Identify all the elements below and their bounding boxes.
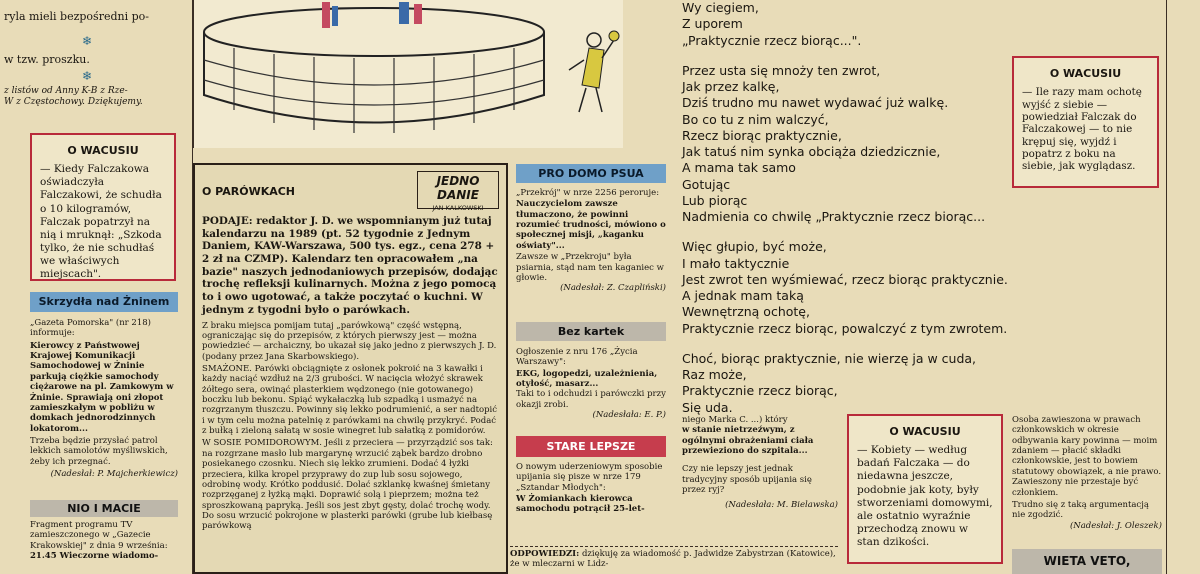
section-heading-pro-domo: PRO DOMO PSUA <box>516 164 666 183</box>
article-stare-lepsze: O nowym uderzeniowym sposobie upijania się pisze w nrze 179 „Sztandar Młodych": W Żomiankach kierowca samochodu potrącił 25-let- <box>516 462 663 515</box>
article-nio: Fragment programu TV zamieszczonego w „Gazecie Krakowskiej" z dnia 9 września: 21.45 Wieczorne wiadomo- <box>30 520 168 562</box>
poem-line: Jak tatuś nim synka obciąża dziedzicznie, <box>682 144 941 159</box>
poem-line: Rzecz biorąc praktycznie, <box>682 127 842 143</box>
left-fragment-1: ryla mieli bezpośredni po- <box>4 10 149 23</box>
poem-line: Choć, biorąc praktycznie, nie wierzę ja w cuda, <box>682 350 977 366</box>
left-fragment-2: w tzw. proszku. <box>4 53 90 66</box>
separator-star-icon: ❄ <box>82 69 93 83</box>
poem-line: Więc głupio, być może, <box>682 239 827 255</box>
article-osoba: Osoba zawieszona w prawach członkowskich w okresie odbywania kary powinna — moim zdaniem — płacić składki członkowskie, jest to bowiem statutowy obowiązek, a nie prawo. Zawieszony nie przestaje być członkiem. Trudno się z taką argumentacją nie zgodzić. (Nadesłał: J. Oleszek) <box>1012 415 1162 531</box>
parowki-heading: O PARÓWKACH <box>202 185 296 198</box>
poem-stanza-1 <box>682 63 1012 226</box>
poem-line: Wewnętrzną ochotę, <box>682 304 810 320</box>
poem-line: Lub piorąc <box>682 192 748 208</box>
odpowiedzi-strip: ODPOWIEDZI: dziękuję za wiadomość p. Jadwidze Zabystrzan (Katowice), że w mleczarni w Lidz- <box>510 546 838 570</box>
poem-line: Przez usta się mnoży ten zwrot, <box>682 62 881 78</box>
poem-line: I mało taktycznie <box>682 255 790 271</box>
parowki-p3: W SOSIE POMIDOROWYM. Jeśli z przeciera — przyrządzić sos tak: na rozgrzane masło lub margarynę wrzucić ząbek bardzo drobno posiekanego czosnku. Niech się lekko zrumieni. Dodać 4 łyżki przeciera, kilka kropel przyprawy do zup lub sosu sojowego, odrobinę wody. Krótko poddusić. Dolać szklankę kwaśnej śmietany rozprzęganej z łyżką mąki. Doprawić solą i pieprzem; można też sproszkowaną papryką. Jeśli sos jest zbyt gęsty, dolać trochę wody. Do sosu wrzucić pokrojone w plasterki parówki (grube lub kiełbasę parówkową <box>202 438 493 532</box>
parowki-p2: SMAŻONE. Parówki obciągnięte z osłonek pokroić na 3 kawałki i każdy naciąć wzdłuż na 2/3 grubości. W nacięcia włożyć skrawek żółtego sera, owinąć plasterkiem wędzonego (nie gotowanego) boczku lub bekonu. Spiąć wykałaczką lub szpadką i usmażyć na rozgrzanym tłuszczu. Powinny się lekko podrumienić, a ser nadtopić i w tym celu można patelnię z parówkami na chwilę przykryć. Podać z bułką i zieloną sałatą w sosie winegret lub sałatką z pomidorów. <box>202 363 498 437</box>
poem-line: Praktycznie rzecz biorąc, powalczyć z tym zwrotem. <box>682 320 1008 336</box>
poem-line: Wy ciegiem, <box>682 0 759 15</box>
separator-star-icon: ❄ <box>82 34 93 48</box>
poem-line: Się uda. <box>682 399 733 415</box>
poem-line: Praktycznie rzecz biorąc, <box>682 383 838 399</box>
poem-line: „Praktycznie rzecz biorąc...". <box>682 32 862 48</box>
poem-line: Dziś trudno mu nawet wydawać już walkę. <box>682 95 949 111</box>
section-heading-nio: NIO I MACIE <box>30 500 178 517</box>
section-heading-skrzydla: Skrzydła nad Żninem <box>30 292 178 312</box>
left-fragment-3: z listów od Anny K-B z Rze- W z Częstochowy. Dziękujemy. <box>4 86 143 108</box>
article-skrzydla: „Gazeta Pomorska" (nr 218) informuje: Kierowcy z Państwowej Krajowej Komunikacji Samochodowej w Żninie parkują ciężkie samochody ciężarowe na pl. Zamkowym w Żninie. Sprawiają oni złopot zamieszkałym w pobliżu w domkach jednorodzinnych lokatorom... Trzeba będzie przysłać patrol lekkich samolotów myśliwskich, żeby ich przegnać. (Nadesłał: P. Majcherkiewicz) <box>30 318 178 480</box>
box-text: — Kiedy Falczakowa oświadczyła Falczakowi, że schudła o 10 kilogramów, Falczak popatrzył na nią i mruknął: „Szkoda tylko, że nie schudłaś we właściwych miejscach". <box>40 163 162 281</box>
poem-intro <box>682 0 1012 49</box>
parowki-article <box>193 163 508 574</box>
wacus-box-right: O WACUSIU — Ile razy mam ochotę wyjść z siebie — powiedział Falczak do Falczakowej — to nie krępuj się, wyjdź i popatrz z boku na siebie, jak wyglądasz. <box>1012 56 1159 188</box>
poem-line: Jak przez kalkę, <box>682 79 780 94</box>
poem-stanza-3 <box>682 351 1012 416</box>
section-heading-bez-kartek: Bez kartek <box>516 322 666 341</box>
poem-line: Nadmienia co chwilę „Praktycznie rzecz biorąc... <box>682 209 986 224</box>
poem-stanza-2 <box>682 239 1012 337</box>
box-heading: O WACUSIU <box>67 144 139 157</box>
article-pro-domo: „Przekrój" w nrze 2256 peroruje: Nauczycielom zawsze tłumaczono, że powinni rozumieć trudności, mówiono o społecznej misji, „kaganku oświaty"... Zawsze w „Przekroju" była psiarnia, stąd nam ten kaganiec w głowie. (Nadesłał: Z. Czapliński) <box>516 188 666 294</box>
cartoon-illustration <box>193 0 623 148</box>
poem-line: Gotując <box>682 176 731 192</box>
poem-line: A jednak mam taką <box>682 288 804 303</box>
section-heading-stare-lepsze: STARE LEPSZE <box>516 436 666 457</box>
article-marka: niego Marka C. ...) który w stanie nietrzeźwym, z ogólnymi obrażeniami ciała przewieziono do szpitala... Czy nie lepszy jest jednak tradycyjny sposób upijania się przez ryj? (Nadesłała: M. Bielawska) <box>682 415 838 510</box>
poem-line: A mama tak samo <box>682 160 796 176</box>
jedno-danie-logo: JEDNO DANIE JAN KALKOWSKI <box>417 171 499 209</box>
wacus-box-left <box>30 133 176 281</box>
wacus-box-center: O WACUSIU — Kobiety — według badań Falczaka — do niedawna jeszcze, podobnie jak koty, były stworzeniami domowymi, ale ostatnio wyraźnie przechodzą znowu w stan dzikości. <box>847 414 1003 564</box>
section-heading-veto: WIETA VETO, <box>1012 549 1162 574</box>
poem-line: Jest zwrot ten wyśmiewać, rzecz biorąc praktycznie. <box>682 271 1008 287</box>
poem-line: Bo co tu z nim walczyć, <box>682 111 829 127</box>
poem-line: Z uporem <box>682 16 743 32</box>
parowki-p1: Z braku miejsca pomijam tutaj „parówkową" część wstępną, ograniczając się do przepisów, z których pierwszy jest — można powiedzieć — archaiczny, bo ukazał się jako jedno z pierwszych J. D. (podany przez Jana Skarbowskiego). <box>202 320 497 362</box>
parowki-lead: PODAJE: redaktor J. D. we wspomnianym już tutaj kalendarzu na 1989 (pt. 52 tygodnie z Jednym Daniem, KAW-Warszawa, 500 tys. egz., cena 278 + 2 zł na CZMP). Kalendarz ten opracowałem „na bazie" naszych jednodaniowych przepisów, dodając trochę refleksji kulinarnych. Można z jego pomocą to i owo ugotować, a także poczytać o kuchni. W jednym z tygodni było o parówkach. <box>202 215 498 316</box>
poem-line: Raz może, <box>682 367 747 382</box>
poem-column <box>682 0 1012 430</box>
article-bez-kartek: Ogłoszenie z nru 176 „Życia Warszawy": EKG, logopedzi, uzależnienia, otyłość, masarz... Taki to i odchudzi i parówczki przy okazji zrobi. (Nadesłała: E. P.) <box>516 347 666 421</box>
